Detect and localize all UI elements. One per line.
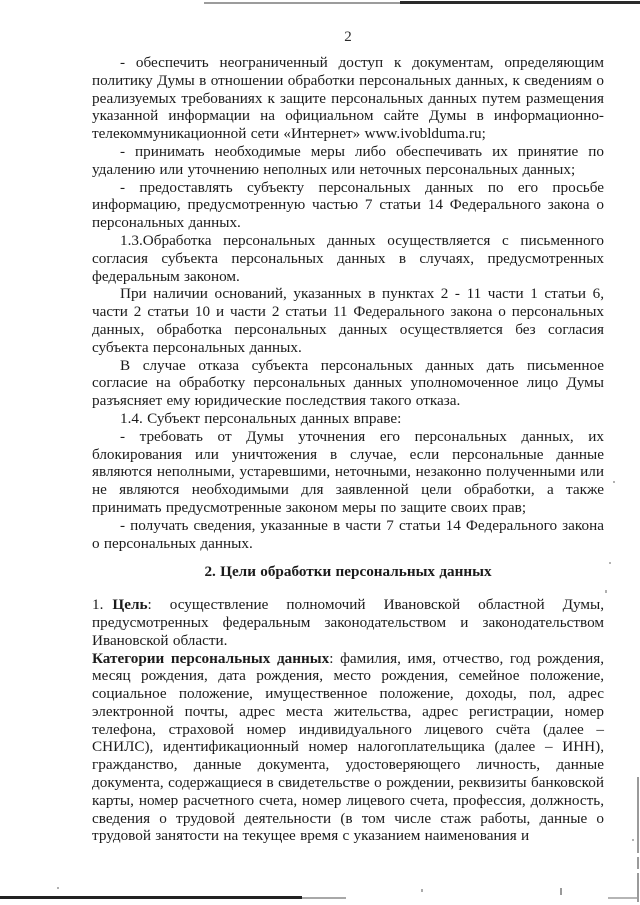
goal-text: : осуществление полномочий Ивановской областной Думы, предусмотренных федеральным законодательством и законодательством Ивановской области. xyxy=(92,596,604,649)
scan-artifact-right-edge xyxy=(637,777,639,853)
scan-dust-speck xyxy=(57,887,59,889)
paragraph-demand-correction: - требовать от Думы уточнения его персональных данных, их блокирования или уничтожения в случае, если персональные данные являются неполными, устаревшими, неточными, незаконно полученными или не являются необходимыми для заявленной цели обработки, а также принимать предусмотренные законом меры по защите своих прав; xyxy=(92,427,604,516)
scan-artifact-bottom-dark xyxy=(0,896,302,899)
scan-artifact-right-edge xyxy=(637,873,639,902)
scan-dust-speck xyxy=(609,562,611,564)
scan-artifact-dash xyxy=(608,897,638,899)
scan-artifact-top-dark xyxy=(400,1,640,4)
paragraph-ensure-access: - обеспечить неограниченный доступ к документам, определяющим политику Думы в отношении обработки персональных данных, к сведениям о реализуемых требованиях к защите персональных данных путем размещения указанной информации на официальном сайте Думы в информационно-телекоммуникационной сети «Интернет» www.ivoblduma.ru; xyxy=(92,54,604,143)
paragraph-refusal: В случае отказа субъекта персональных данных дать письменное согласие на обработку персональных данных уполномоченное лицо Думы разъясняет ему юридические последствия такого отказа. xyxy=(92,356,604,410)
goal-label: Цель xyxy=(112,596,148,614)
paragraph-take-measures: - принимать необходимые меры либо обеспечивать их принятие по удалению или уточнению неполных или неточных персональных данных; xyxy=(92,142,604,178)
paragraph-receive-info: - получать сведения, указанные в части 7 статьи 14 Федерального закона о персональных данных. xyxy=(92,516,604,552)
scan-dust-speck xyxy=(632,839,634,841)
document-body xyxy=(92,54,604,845)
paragraph-categories xyxy=(92,650,604,846)
paragraph-1-3-consent: 1.3.Обработка персональных данных осуществляется с письменного согласия субъекта персональных данных в случаях, предусмотренных федеральным законом. xyxy=(92,231,604,285)
goal-number: 1. xyxy=(92,596,104,614)
scan-dust-speck xyxy=(605,590,607,593)
paragraph-provide-info: - предоставлять субъекту персональных данных по его просьбе информацию, предусмотренную частью 7 статьи 14 Федерального закона о персональных данных. xyxy=(92,178,604,232)
scan-artifact-bottom-gray xyxy=(302,897,346,899)
scan-artifact-tick xyxy=(560,888,562,895)
paragraph-grounds: При наличии оснований, указанных в пунктах 2 - 11 части 1 статьи 6, части 2 статьи 10 и части 2 статьи 11 Федерального закона о персональных данных, обработка персональных данных осуществляется без согласия субъекта персональных данных. xyxy=(92,285,604,356)
section-heading: 2. Цели обработки персональных данных xyxy=(204,563,492,581)
categories-text: : фамилия, имя, отчество, год рождения, месяц рождения, дата рождения, место рождения, семейное положение, социальное положение, имущественное положение, доходы, пол, адрес электронной почты, адрес места жительства, адрес регистрации, номер телефона, страховой номер индивидуального лицевого счёта (далее – СНИЛС), идентификационный номер налогоплательщика (далее – ИНН), гражданство, данные документа, удостоверяющего личность, данные документа, содержащиеся в свидетельстве о рождении, реквизиты банковской карты, номер расчетного счета, номер лицевого счета, профессия, должность, сведения о трудовой деятельности (в том числе стаж работы, данные о трудовой занятости на текущее время с указанием наименования и xyxy=(92,649,604,845)
categories-label: Категории персональных данных xyxy=(92,649,330,667)
page-number: 2 xyxy=(344,29,352,45)
scan-dust-speck xyxy=(613,481,615,483)
scan-artifact-tick xyxy=(421,889,423,892)
scan-artifact-top-gray xyxy=(204,2,400,4)
scan-artifact-right-edge xyxy=(637,857,639,869)
paragraph-1-4-rights: 1.4. Субъект персональных данных вправе: xyxy=(120,409,402,427)
paragraph-goal xyxy=(92,596,604,649)
